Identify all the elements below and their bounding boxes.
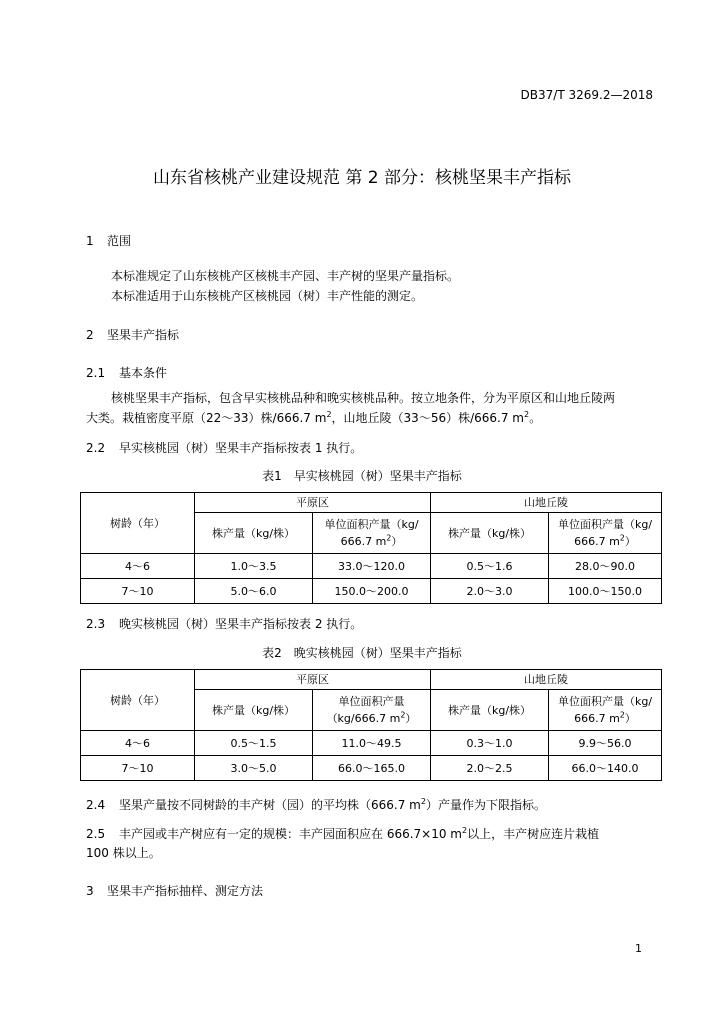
basic-conditions-line-1: 核桃坚果丰产指标，包含早实核桃品种和晚实核桃品种。按立地条件，分为平原区和山地丘陵两 [111, 391, 616, 405]
scope-paragraph-1: 本标准规定了山东核桃产区核桃丰产园、丰产树的坚果产量指标。 [111, 269, 460, 283]
age-cell: 7～10 [81, 579, 195, 604]
table-row [81, 554, 662, 579]
section-2-heading [86, 326, 179, 343]
plain-area-header [313, 690, 431, 731]
header-line: 666.7 m [340, 535, 387, 548]
hill-area-cell: 9.9～56.0 [549, 731, 662, 756]
hill-yield-cell: 0.3～1.0 [431, 731, 549, 756]
section-number: 1 [86, 234, 94, 248]
section-number: 2.4 [86, 798, 106, 812]
hill-yield-cell: 0.5～1.6 [431, 554, 549, 579]
plain-group-header: 平原区 [195, 670, 431, 690]
superscript: 2 [524, 410, 530, 419]
section-number: 2.1 [86, 366, 106, 380]
section-title: 坚果丰产指标抽样、测定方法 [107, 884, 264, 898]
superscript: 2 [326, 410, 332, 419]
section-number: 2 [86, 328, 94, 342]
section-title: 范围 [107, 234, 132, 248]
header-line: ） [624, 535, 636, 548]
table-2 [80, 669, 662, 781]
header-line: （kg/666.7 m [326, 712, 401, 725]
text-run: 。 [529, 411, 542, 425]
plain-yield-cell: 5.0～6.0 [195, 579, 313, 604]
section-text: 坚果产量按不同树龄的丰产树（园）的平均株（666.7 m [119, 798, 421, 812]
age-header: 树龄（年） [81, 670, 195, 731]
plain-area-cell: 11.0～49.5 [313, 731, 431, 756]
age-header: 树龄（年） [81, 493, 195, 554]
basic-conditions-line-2 [86, 408, 541, 428]
hill-yield-header: 株产量（kg/株） [431, 690, 549, 731]
header-line: 666.7 m [574, 712, 620, 725]
section-2-5-heading [86, 825, 599, 842]
table-row [81, 579, 662, 604]
section-2-3-heading [86, 615, 362, 632]
age-cell: 4～6 [81, 731, 195, 756]
table-1 [80, 492, 662, 604]
superscript: 2 [386, 533, 392, 543]
plain-area-cell: 33.0～120.0 [313, 554, 431, 579]
section-number: 2.2 [86, 441, 106, 455]
header-line: ） [405, 712, 417, 725]
section-text: 丰产园或丰产树应有一定的规模：丰产园面积应在 666.7×10 m [119, 827, 462, 841]
header-line: ） [391, 535, 403, 548]
superscript: 2 [400, 710, 406, 720]
table-1-caption: 表1 早实核桃园（树）坚果丰产指标 [262, 469, 462, 483]
hill-group-header: 山地丘陵 [431, 493, 662, 513]
section-text: 以上，丰产树应连片栽植 [467, 827, 600, 841]
header-line: 单位面积产量（kg/ [557, 518, 653, 531]
section-number: 2.5 [86, 827, 106, 841]
table-2-caption: 表2 晚实核桃园（树）坚果丰产指标 [262, 646, 462, 660]
section-2-2-heading [86, 439, 362, 456]
text-run: ，山地丘陵（33～56）株/666.7 m [331, 411, 524, 425]
section-1-heading [86, 232, 131, 249]
plain-yield-cell: 3.0～5.0 [195, 756, 313, 781]
hill-area-header [549, 513, 662, 554]
section-title: 基本条件 [119, 366, 168, 380]
section-2-1-heading [86, 364, 167, 381]
header-line: ） [624, 712, 636, 725]
section-number: 3 [86, 884, 94, 898]
section-2-5-line-2: 100 株以上。 [86, 846, 161, 860]
age-cell: 4～6 [81, 554, 195, 579]
plain-group-header: 平原区 [195, 493, 431, 513]
superscript: 2 [462, 826, 468, 835]
hill-yield-cell: 2.0～3.0 [431, 579, 549, 604]
table-row [81, 756, 662, 781]
hill-area-cell: 100.0～150.0 [549, 579, 662, 604]
superscript: 2 [619, 710, 625, 720]
hill-group-header: 山地丘陵 [431, 670, 662, 690]
hill-area-cell: 28.0～90.0 [549, 554, 662, 579]
header-line: 单位面积产量 [338, 695, 405, 708]
standard-code: DB37/T 3269.2—2018 [520, 88, 653, 102]
superscript: 2 [420, 797, 426, 806]
hill-area-header [549, 690, 662, 731]
section-text: 早实核桃园（树）坚果丰产指标按表 1 执行。 [119, 441, 363, 455]
plain-area-cell: 66.0～165.0 [313, 756, 431, 781]
section-number: 2.3 [86, 617, 106, 631]
plain-area-cell: 150.0～200.0 [313, 579, 431, 604]
header-line: 单位面积产量（kg/ [324, 518, 419, 531]
header-line: 单位面积产量（kg/ [557, 695, 653, 708]
hill-area-cell: 66.0～140.0 [549, 756, 662, 781]
plain-yield-cell: 1.0～3.5 [195, 554, 313, 579]
hill-yield-header: 株产量（kg/株） [431, 513, 549, 554]
section-text: ）产量作为下限指标。 [425, 798, 546, 812]
hill-yield-cell: 2.0～2.5 [431, 756, 549, 781]
plain-yield-header: 株产量（kg/株） [195, 513, 313, 554]
plain-yield-header: 株产量（kg/株） [195, 690, 313, 731]
superscript: 2 [619, 533, 625, 543]
section-title: 坚果丰产指标 [107, 328, 180, 342]
age-cell: 7～10 [81, 756, 195, 781]
header-line: 666.7 m [574, 535, 620, 548]
document-title: 山东省核桃产业建设规范 第 2 部分：核桃坚果丰产指标 [152, 168, 572, 188]
section-3-heading [86, 882, 263, 899]
section-text: 晚实核桃园（树）坚果丰产指标按表 2 执行。 [119, 617, 363, 631]
section-2-4-heading [86, 796, 546, 813]
table-row [81, 731, 662, 756]
text-run: 大类。栽植密度平原（22～33）株/666.7 m [86, 411, 327, 425]
scope-paragraph-2: 本标准适用于山东核桃产区核桃园（树）丰产性能的测定。 [111, 289, 424, 303]
page-number: 1 [635, 942, 642, 955]
plain-yield-cell: 0.5～1.5 [195, 731, 313, 756]
plain-area-header [313, 513, 431, 554]
